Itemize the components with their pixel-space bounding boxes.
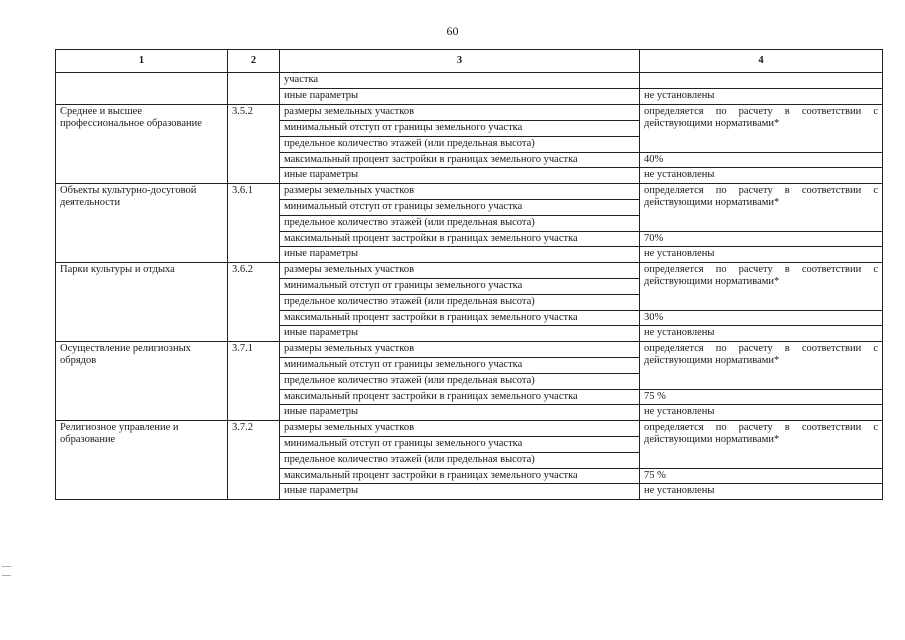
param-cell: минимальный отступ от границы земельного участка	[280, 200, 640, 216]
value-cell: 75 %	[640, 390, 883, 405]
param-cell: иные параметры	[280, 89, 640, 105]
value-cell: 70%	[640, 232, 883, 247]
category-cell	[56, 73, 228, 105]
header-col-1: 1	[56, 50, 228, 73]
value-cell: 40%	[640, 153, 883, 168]
page-number: 60	[446, 24, 459, 38]
param-cell: максимальный процент застройки в границах земельного участка	[280, 153, 640, 168]
table-row	[56, 73, 883, 89]
param-cell: предельное количество этажей (или предельная высота)	[280, 453, 640, 469]
param-cell: максимальный процент застройки в границах земельного участка	[280, 311, 640, 326]
param-cell: предельное количество этажей (или предельная высота)	[280, 374, 640, 390]
table-header-row	[56, 50, 883, 73]
param-cell: минимальный отступ от границы земельного участка	[280, 437, 640, 453]
param-cell: иные параметры	[280, 326, 640, 342]
header-col-2: 2	[228, 50, 280, 73]
param-cell: иные параметры	[280, 247, 640, 263]
category-cell: Парки культуры и отдыха	[56, 263, 228, 342]
value-cell: не установлены	[640, 405, 883, 421]
value-cell: 75 %	[640, 469, 883, 484]
header-col-4: 4	[640, 50, 883, 73]
category-cell: Объекты культурно-досуговой деятельности	[56, 184, 228, 263]
header-col-3: 3	[280, 50, 640, 73]
code-cell: 3.7.1	[228, 342, 280, 421]
value-cell: определяется по расчету в соответствии с действующими нормативами*	[640, 263, 883, 311]
code-cell	[228, 73, 280, 105]
param-cell: предельное количество этажей (или предельная высота)	[280, 137, 640, 153]
value-cell	[640, 73, 883, 89]
category-cell: Религиозное управление и образование	[56, 421, 228, 500]
value-cell: не установлены	[640, 168, 883, 184]
value-cell: определяется по расчету в соответствии с действующими нормативами*	[640, 105, 883, 153]
param-cell: иные параметры	[280, 168, 640, 184]
value-cell: определяется по расчету в соответствии с действующими нормативами*	[640, 421, 883, 469]
param-cell: размеры земельных участков	[280, 263, 640, 279]
param-cell: размеры земельных участков	[280, 342, 640, 358]
category-cell: Осуществление религиозных обрядов	[56, 342, 228, 421]
value-cell: определяется по расчету в соответствии с действующими нормативами*	[640, 342, 883, 390]
param-cell: иные параметры	[280, 484, 640, 500]
value-cell: не установлены	[640, 326, 883, 342]
param-cell: максимальный процент застройки в границах земельного участка	[280, 469, 640, 484]
code-cell: 3.6.2	[228, 263, 280, 342]
table-row	[56, 342, 883, 358]
value-cell: не установлены	[640, 247, 883, 263]
value-cell: не установлены	[640, 89, 883, 105]
param-cell: предельное количество этажей (или предельная высота)	[280, 295, 640, 311]
margin-mark: — —	[2, 561, 11, 580]
value-cell: не установлены	[640, 484, 883, 500]
param-cell: максимальный процент застройки в границах земельного участка	[280, 232, 640, 247]
regulations-table	[55, 49, 883, 500]
table-row	[56, 263, 883, 279]
param-cell: иные параметры	[280, 405, 640, 421]
param-cell: размеры земельных участков	[280, 184, 640, 200]
param-cell: участка	[280, 73, 640, 89]
value-cell: определяется по расчету в соответствии с действующими нормативами*	[640, 184, 883, 232]
table-row	[56, 421, 883, 437]
category-cell: Среднее и высшее профессиональное образование	[56, 105, 228, 184]
param-cell: минимальный отступ от границы земельного участка	[280, 121, 640, 137]
value-cell: 30%	[640, 311, 883, 326]
param-cell: размеры земельных участков	[280, 421, 640, 437]
param-cell: максимальный процент застройки в границах земельного участка	[280, 390, 640, 405]
param-cell: минимальный отступ от границы земельного участка	[280, 358, 640, 374]
code-cell: 3.5.2	[228, 105, 280, 184]
table-row	[56, 105, 883, 121]
table-row	[56, 184, 883, 200]
code-cell: 3.6.1	[228, 184, 280, 263]
param-cell: минимальный отступ от границы земельного участка	[280, 279, 640, 295]
param-cell: размеры земельных участков	[280, 105, 640, 121]
code-cell: 3.7.2	[228, 421, 280, 500]
param-cell: предельное количество этажей (или предельная высота)	[280, 216, 640, 232]
